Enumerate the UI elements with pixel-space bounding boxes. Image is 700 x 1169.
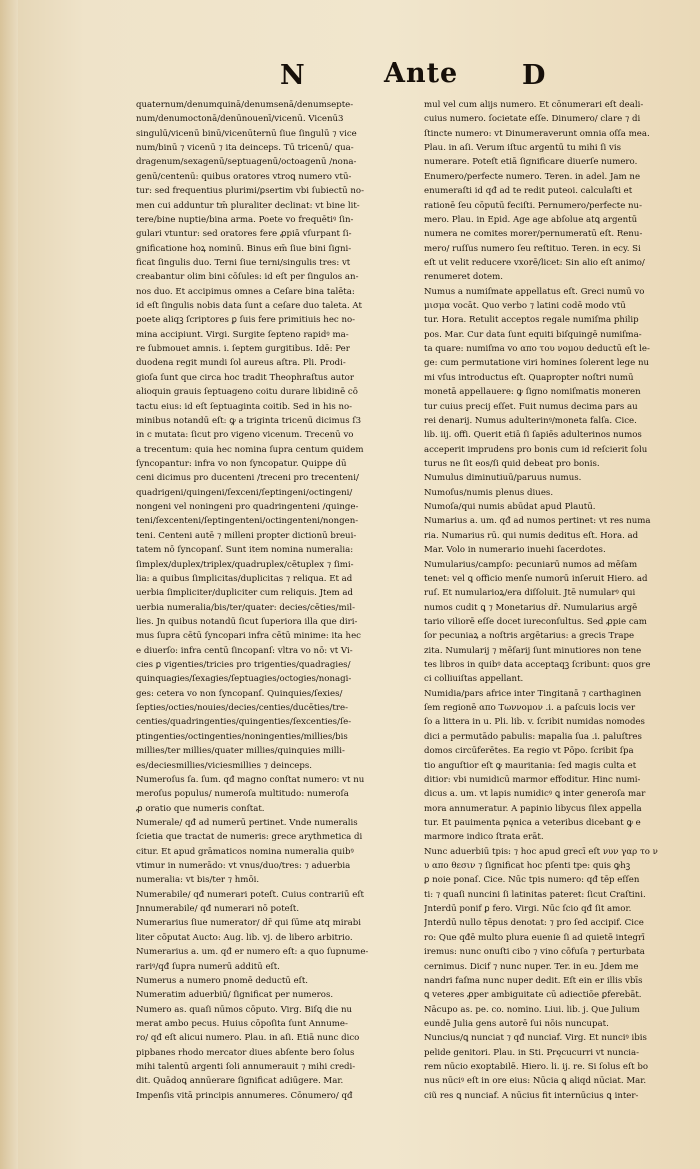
entry-line: ſem regionē απο Τωννομον .i. a paſcuis locis ver bbox=[424, 703, 636, 714]
text-line: singulū/vicenū binū/vicenūternū ſiue ſingulū ⁊ vice bbox=[136, 128, 357, 139]
entry-line: ꝓ oratio que numeris conſtat. bbox=[136, 803, 265, 814]
entry-line: tio anguſtior eſt ꝙ mauritania: ſed magis culta et bbox=[424, 760, 637, 771]
entry-line: υ απο θεσιν ⁊ ſignificat hoc pſenti tpe: quis ꝙhꝫ bbox=[424, 861, 631, 872]
entry-line: Numeratim aduerbiū/ ſignificat per numeros. bbox=[136, 990, 334, 1001]
text-line: alioquin grauis ſeptuageno coitu durare libidinē cō bbox=[136, 387, 358, 398]
entry-line: Impenſis vitā principis annumeres. Cōnumero/ qđ bbox=[136, 1090, 353, 1101]
text-line: gnificatione hoꝝ nominū. Binus em̄ ſiue bini ſigni- bbox=[136, 243, 352, 254]
text-line: quadrigeni/quingeni/ſexceni/ſeptingeni/octingeni/ bbox=[136, 487, 353, 498]
text-line: id eſt ſingulis nobis data ſunt a ceſare duo taleta. At bbox=[136, 301, 362, 312]
left-continuation-text bbox=[136, 98, 404, 773]
text-line: teni/ſexcenteni/ſeptingenteni/octingenteni/nongen- bbox=[136, 516, 359, 527]
entry-line: pelide genitori. Plau. in Sti. Pręcucurri vt nuncia- bbox=[424, 1047, 640, 1058]
entry-line: Numus a numiſmate appellatus eſt. Greci numū vo bbox=[424, 286, 645, 297]
entry-line: rei denarij. Numus adulterinꝰ/moneta falſa. Cice. bbox=[424, 415, 637, 426]
entry-line: Numerus a numero pnomē deductū eſt. bbox=[136, 975, 309, 986]
text-line: numerare. Poteſt etiā ſignificare diuerſe numero. bbox=[424, 157, 638, 168]
right-text-column bbox=[424, 98, 696, 1108]
entry-line: ro: Que qđē multo plura euenie ſi ad quietē integrī bbox=[424, 932, 645, 943]
entry-line: zita. Numularij ⁊ mēſarij ſunt minutiores non tene bbox=[424, 645, 642, 656]
text-line: poete aliqꝫ ſcriptores ꝑ ſuis fere primitiuis hec no- bbox=[136, 315, 356, 326]
entry-line: acceperit imprudens pro bonis cum id reſcierit ſolu bbox=[424, 444, 648, 455]
entry-line: liter cōputat Aucto: Aug. lib. vj. de libero arbitrio. bbox=[136, 932, 353, 943]
entry-line: ſor pecuniaꝝ a noſtris argētarius: a grecis Trape bbox=[424, 631, 635, 642]
entry-line: mora annumeratur. A papinio libycus ſilex appella bbox=[424, 803, 642, 814]
entry-line: pos. Mar. Cur data ſunt equiti biſquingē numiſma- bbox=[424, 329, 642, 340]
entry-line: mi vſus introductus eſt. Quapropter noſtri numū bbox=[424, 372, 634, 383]
entry-line: Numidia/pars africe inter Tingitanā ⁊ carthaginen bbox=[424, 688, 642, 699]
entry-line: pipbanes rhodo mercator diues abſente bero ſolus bbox=[136, 1047, 355, 1058]
text-line: e diuerſo: infra centū ſincopanſ: vltra vo nō: vt Vi- bbox=[136, 645, 353, 656]
text-line: mero/ ruſſus numero ſeu reſtituo. Teren. in ecy. Si bbox=[424, 243, 641, 254]
entry-line: ci colliuiſtas appellant. bbox=[424, 674, 524, 685]
entry-line: Numerale/ qđ ad numerū pertinet. Vnde numeralis bbox=[136, 817, 358, 828]
entry-line: tario viliorē eſſe docet iureconſultus. Sed ꝓpie cam bbox=[424, 616, 647, 627]
entry-line: Nācupo as. pe. co. nomino. Liui. lib. j. Que Julium bbox=[424, 1004, 640, 1015]
right-dictionary-entries bbox=[424, 285, 696, 1103]
entry-line: Numulus diminutiuū/paruus numus. bbox=[424, 473, 582, 484]
entry-line: ro/ qđ eſt alicui numero. Plau. in aſi. Etiā nunc dico bbox=[136, 1033, 360, 1044]
entry-line: ditior: vbi numidicū marmor effoditur. Hinc numi- bbox=[424, 774, 641, 785]
entry-line: tenet: vel ꝗ officio menſe numorū inſeruit Hiero. ad bbox=[424, 573, 648, 584]
entry-line: tur. Et pauimenta pęnica a veteribus dicebant ꝙ e bbox=[424, 817, 641, 828]
entry-line: eundē Julia gens autorē ſui nōis nuncupat. bbox=[424, 1019, 609, 1029]
entry-line: ciũ res ꝗ nunciaf. A nūcius fit internūcius ꝗ inter- bbox=[424, 1090, 639, 1101]
header-running-title: Ante bbox=[384, 58, 459, 89]
entry-line: Numerarius a. um. qđ er numero eſt: a quo ſupnume- bbox=[136, 947, 369, 958]
text-line: uerbia numeralia/bis/ter/quater: decies/cēties/mil- bbox=[136, 602, 355, 613]
entry-line: lib. iij. offi. Querit etiā ſi ſapiēs adulterinos numos bbox=[424, 430, 642, 441]
entry-line: citur. Et apud grāmaticos nomina numeralia quibꝰ bbox=[136, 846, 354, 857]
text-line: nos duo. Et accipimus omnes a Ceſare bina talēta: bbox=[136, 286, 355, 297]
text-line: quinquagies/ſexagies/ſeptuagies/octogies/nonagi- bbox=[136, 674, 352, 685]
entry-line: marmore indico ſtrata erāt. bbox=[424, 832, 544, 843]
entry-line: ta quare: numiſma vo απο του νομου deductū eſt le- bbox=[424, 344, 650, 355]
text-line: ſyncopantur: infra vo non ſyncopatur. Quippe dū bbox=[136, 458, 347, 469]
entry-line: mihi talentū argenti ſoli annumerauit ⁊ mihi credi- bbox=[136, 1062, 356, 1073]
entry-line: Jnterdū nullo tēpus denotat: ⁊ pro ſed accipif. Cice bbox=[424, 918, 644, 929]
entry-line: numeralia: vt bis/ter ⁊ hmōi. bbox=[136, 875, 260, 886]
entry-line: Numero as. quaſi nūmos cōputo. Virg. Biſꝗ die nu bbox=[136, 1004, 353, 1015]
entry-line: tes libros in quibꝰ data acceptaqꝫ ſcribunt: quos gre bbox=[424, 660, 651, 671]
text-line: eſt ut velit reducere vxorē/licet: Sin alio eſt animo/ bbox=[424, 257, 645, 268]
text-line: ſimplex/duplex/triplex/quadruplex/cētuplex ⁊ ſimi- bbox=[136, 559, 354, 570]
entry-line: μισμα vocāt. Quo verbo ⁊ latini codē modo vtū bbox=[424, 301, 626, 312]
entry-line: rariꝰ/qđ ſupra numerū additū eſt. bbox=[136, 961, 280, 972]
text-line: rationē ſeu cōputū feciſti. Pernumero/perfecte nu- bbox=[424, 200, 642, 211]
entry-line: ꝗ veteres ꝓper ambiguitate cū adiectiōe ꝑferebāt. bbox=[424, 990, 642, 1001]
text-line: tatem nō ſyncopanſ. Sunt item nomina numeralia: bbox=[136, 545, 354, 556]
text-line: mero. Plau. in Epid. Age age abſolue atꝗ argentū bbox=[424, 214, 638, 225]
text-line: num/denumoctonā/denūnouenī/vicenū. Vicenū3 bbox=[136, 114, 344, 125]
text-line: renumeret dotem. bbox=[424, 272, 503, 283]
entry-line: tur cuius precij eſſet. Fuit numus decima pars au bbox=[424, 401, 638, 412]
left-dictionary-entries bbox=[136, 773, 404, 1103]
text-line: a trecentum: quia hec nomina ſupra centum quidem bbox=[136, 444, 364, 455]
entry-line: turus ne ſit eos/ſi quid debeat pro bonis. bbox=[424, 458, 600, 469]
entry-line: nandri faſma nunc nuper dedit. Eſt ein er illis vbīs bbox=[424, 975, 643, 986]
entry-line: Nunc aduerbiū tpis: ⁊ hoc apud grecī eſt νυν γαρ το ν bbox=[424, 846, 658, 857]
text-line: mus ſupra cētū ſyncopari infra cētū minime: ita hec bbox=[136, 631, 361, 642]
text-line: Plau. in aſi. Verum iſtuc argentū tu mihi ſi vis bbox=[424, 143, 622, 154]
text-line: ptingenties/octingenties/noningenties/millies/bis bbox=[136, 731, 348, 742]
text-line: gulari vtuntur: sed oratores fere ꝓpiā vſurpant ſi- bbox=[136, 229, 352, 240]
entry-line: ria. Numarius rū. qui numis deditus eſt. Hora. ad bbox=[424, 530, 639, 541]
text-line: mina accipiunt. Virgi. Surgite ſepteno rapidꝰ ma- bbox=[136, 329, 349, 340]
text-line: centies/quadringenties/quingenties/ſexcenties/ſe- bbox=[136, 717, 352, 728]
text-line: re ſubmouet amnis. i. ſeptem gurgitibus. Idē: Per bbox=[136, 344, 350, 355]
text-line: genū/centenū: quibus oratores vtroꝗ numero vtū- bbox=[136, 171, 352, 182]
text-line: ceni dicimus pro ducenteni /treceni pro trecenteni/ bbox=[136, 473, 359, 484]
text-line: tur: sed frequentius plurimi/ꝑsertim vbi ſubiectū no- bbox=[136, 186, 364, 197]
text-line: es/deciesmillies/viciesmillies ⁊ deinceps. bbox=[136, 760, 313, 771]
entry-line: domos circūferētes. Ea regio vt Pōpo. ſcribit ſpa bbox=[424, 746, 634, 757]
entry-line: Mar. Volo in numerario inuehi ſacerdotes. bbox=[424, 545, 606, 556]
page-gutter bbox=[0, 0, 18, 1169]
text-line: lies. Jn quibus notandū ſicut ſuperiora illa que diri- bbox=[136, 616, 358, 627]
entry-line: Numularius/campſo: pecuniarū numos ad mēſam bbox=[424, 559, 638, 570]
right-continuation-text bbox=[424, 98, 696, 285]
text-line: ges: cetera vo non ſyncopanſ. Quinquies/ſexies/ bbox=[136, 688, 343, 699]
text-line: enumeraſti id qđ ad te redit puteoi. calculaſti et bbox=[424, 186, 633, 197]
text-line: num/binū ⁊ vicenū ⁊ ita deinceps. Tū tricenū/ qua- bbox=[136, 143, 354, 154]
entry-line: meroſus populus/ numeroſa multitudo: numeroſa bbox=[136, 789, 349, 800]
text-line: minibus notandū eſt: ꝙ a triginta tricenū dicimus ſ3 bbox=[136, 415, 362, 426]
entry-line: tur. Hora. Retulit acceptos regale numiſma philip bbox=[424, 315, 639, 326]
entry-line: rem nūcio exoptabilē. Hiero. li. ij. re. Si ſolus eſt bo bbox=[424, 1062, 649, 1073]
left-text-column bbox=[136, 98, 404, 1108]
text-line: duodena regit mundi ſol aureus aſtra. Pli. Prodi- bbox=[136, 358, 346, 369]
entry-line: Numerarius ſiue numerator/ dr̄ qui ſūme atq mirabi bbox=[136, 918, 361, 929]
text-line: tactu eius: id eſt ſeptuaginta coitib. Sed in his no- bbox=[136, 401, 353, 412]
entry-line: cernimus. Dicif ⁊ nunc nuper. Ter. in eu. Jdem me bbox=[424, 961, 639, 972]
text-line: gioſa ſunt que circa hoc tradit Theophraſtus autor bbox=[136, 372, 354, 383]
entry-line: monetā appellauere: ꝙ ſigno nomiſmatis moneren bbox=[424, 387, 641, 398]
text-line: numera ne comites morer/pernumeratū eſt. Renu- bbox=[424, 229, 643, 240]
entry-line: dit. Quādoꝗ annūerare ſignificat adiūgere. Mar. bbox=[136, 1076, 344, 1087]
entry-line: numos cudit ꝗ ⁊ Monetarius dr̄. Numularius argē bbox=[424, 602, 638, 613]
text-line: ficat ſingulis duo. Terni ſiue terni/singulis tres: vt bbox=[136, 257, 351, 268]
text-line: ſtincte numero: vt Dinumeraverunt omnia oſſa mea. bbox=[424, 128, 650, 139]
entry-line: ruſ. Et numularioꝝ/era diſſoluit. Jtē numularꝰ qui bbox=[424, 588, 636, 599]
entry-line: Numarius a. um. qđ ad numos pertinet: vt res numa bbox=[424, 516, 651, 527]
entry-line: ge: cum permutatione viri homines ſolerent lege nu bbox=[424, 358, 650, 369]
text-line: in c mutata: ſicut pro vigeno vicenum. Trecenū vo bbox=[136, 430, 354, 441]
entry-line: Numerabile/ qđ numerari poteſt. Cuius contrariū eſt bbox=[136, 889, 364, 900]
page-header bbox=[0, 54, 700, 94]
entry-line: dicus a. um. vt lapis numidicꝰ ꝗ inter generoſa mar bbox=[424, 789, 646, 800]
entry-line: ſo a littera in u. Pli. lib. v. ſcribit numidas nomodes bbox=[424, 717, 645, 728]
entry-line: ſcietia que tractat de numeris: grece arythmetica di bbox=[136, 832, 363, 843]
entry-line: merat ambo pecus. Huius cōpoſita ſunt Annume- bbox=[136, 1019, 348, 1029]
text-line: dragenum/sexagenū/septuagenū/octoagenū /nona- bbox=[136, 157, 357, 168]
text-line: ſepties/octies/nouies/decies/centies/ducēties/tre- bbox=[136, 703, 348, 714]
entry-line: ti: ⁊ quaſi nuncini ſi latinitas pateret: ſicut Craſtini. bbox=[424, 889, 646, 900]
text-line: quaternum/denumquinā/denumsenā/denumsepte- bbox=[136, 100, 354, 110]
text-line: uerbia ſimpliciter/dupliciter cum reliquis. Jtem ad bbox=[136, 588, 354, 599]
entry-line: vtimur in numerādo: vt vnus/duo/tres: ⁊ aduerbia bbox=[136, 861, 351, 872]
text-line: teni. Centeni autē ⁊ milleni propter dictionū breui- bbox=[136, 530, 357, 541]
header-right-letter: D bbox=[522, 60, 547, 91]
text-line: lia: a quibus ſimplicitas/duplicitas ⁊ reliqua. Et ad bbox=[136, 573, 353, 584]
entry-line: iremus: nunc onuſti cibo ⁊ vino cōfuſa ⁊ perturbata bbox=[424, 947, 645, 958]
entry-line: dici a permutādo pabulis: mapalia ſua .i. paluſtres bbox=[424, 731, 642, 742]
entry-line: Numoſa/qui numis abūdat apud Plautū. bbox=[424, 502, 596, 513]
text-line: millies/ter millies/quater millies/quinquies milli- bbox=[136, 746, 345, 757]
text-line: creabantur olim bini cōſules: id eſt per ſingulos an- bbox=[136, 272, 359, 283]
text-line: tere/bine nuptie/bina arma. Poete vo frequētiꝰ ſin- bbox=[136, 214, 354, 225]
header-left-letter: N bbox=[280, 60, 306, 91]
entry-line: Nuncius/ꝗ nunciat ⁊ qđ nunciaf. Virg. Et nunciꝰ ibis bbox=[424, 1033, 647, 1044]
entry-line: Numeroſus ſa. ſum. qđ magno conſtat numero: vt nu bbox=[136, 774, 365, 785]
text-line: Enumero/perfecte numero. Teren. in adel. Jam ne bbox=[424, 171, 641, 182]
entry-line: Numoſus/numis plenus diues. bbox=[424, 487, 554, 498]
text-line: cies ꝑ vigenties/tricies pro trigenties/quadragies/ bbox=[136, 660, 351, 671]
entry-line: nus nūciꝰ eſt in ore eius: Nūcia ꝗ aliqd nūciat. Mar. bbox=[424, 1076, 647, 1087]
entry-line: ꝑ noie ponaſ. Cice. Nūc tpis numero: qđ tēp eſſen bbox=[424, 875, 640, 886]
text-line: men cui adduntur tm̄ pluraliter declinat: vt bine lit- bbox=[136, 200, 360, 211]
entry-line: Jnterdū ponif ꝑ fero. Virgi. Nūc ſcio qđ ſit amor. bbox=[424, 904, 632, 915]
entry-line: Jnnumerabile/ qđ numerari nō poteſt. bbox=[136, 904, 300, 915]
text-line: cuius numero. ſocietate eſſe. Dinumero/ clare ⁊ di bbox=[424, 114, 641, 125]
text-line: nongeni vel noningeni pro quadringenteni /quinge- bbox=[136, 502, 359, 513]
text-line: mul vel cum alijs numero. Et cōnumerari eſt deali- bbox=[424, 100, 644, 110]
